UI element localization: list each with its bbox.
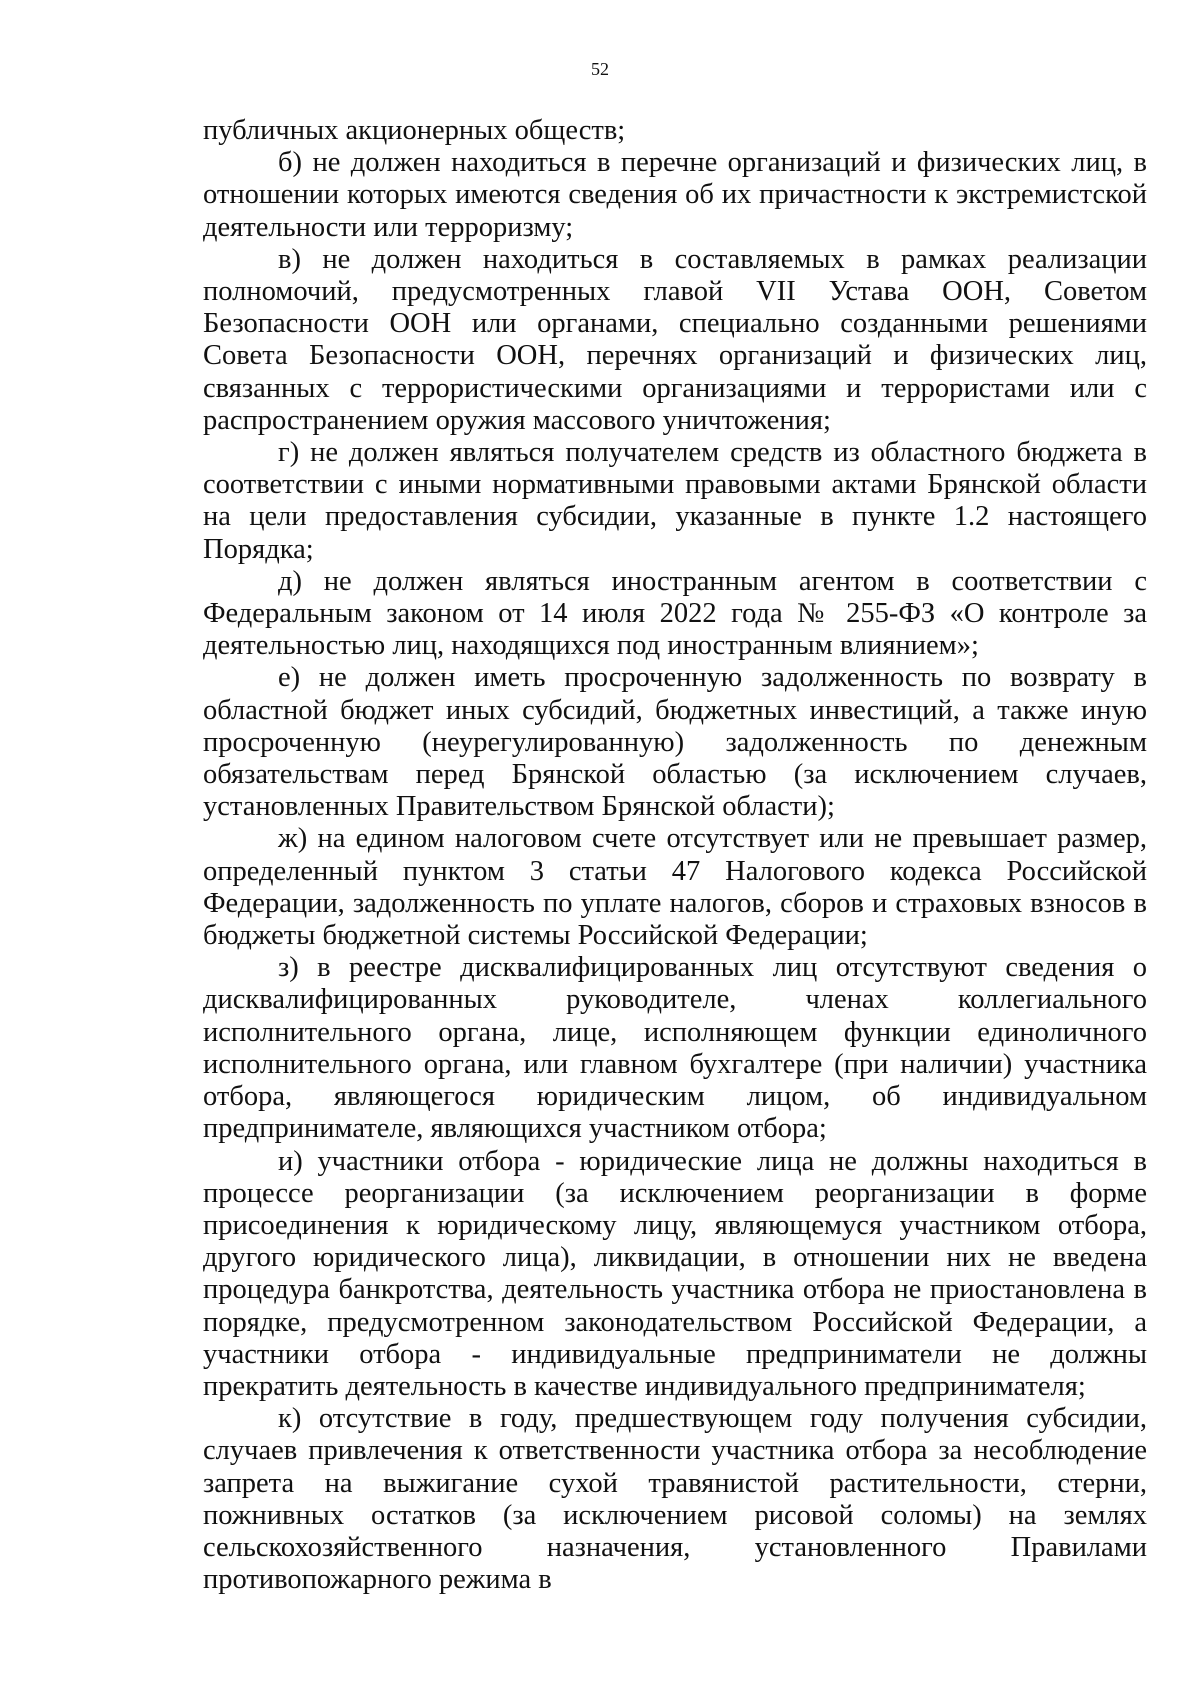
document-body	[203, 115, 1147, 1596]
page-number: 52	[591, 59, 609, 79]
paragraph: в) не должен находиться в составляемых в рамках реализации полномочий, предусмотренных главой VII Устава ООН, Советом Безопасности ООН или органами, специально созданными решениями Совета Безопасности ООН, перечнях организаций и физических лиц, связанных с террористическими организациями и террористами или с распространением оружия массового уничтожения;	[203, 243, 1147, 436]
paragraph: д) не должен являться иностранным агентом в соответствии с Федеральным законом от 14 июля 2022 года № 255-ФЗ «О контроле за деятельностью лиц, находящихся под иностранным влиянием»;	[203, 565, 1147, 662]
paragraph: б) не должен находиться в перечне организаций и физических лиц, в отношении которых имеются сведения об их причастности к экстремистской деятельности или терроризму;	[203, 147, 1147, 243]
paragraph: з) в реестре дисквалифицированных лиц отсутствуют сведения о дисквалифицированных руководителе, членах коллегиального исполнительного органа, лице, исполняющем функции единоличного исполнительного органа, или главном бухгалтере (при наличии) участника отбора, являющегося юридическим лицом, об индивидуальном предпринимателе, являющихся участником отбора;	[203, 952, 1147, 1145]
paragraph: е) не должен иметь просроченную задолженность по возврату в областной бюджет иных субсидий, бюджетных инвестиций, а также иную просроченную (неурегулированную) задолженность по денежным обязательствам перед Брянской областью (за исключением случаев, установленных Правительством Брянской области);	[203, 662, 1147, 823]
paragraph: и) участники отбора - юридические лица не должны находиться в процессе реорганизации (за исключением реорганизации в форме присоединения к юридическому лицу, являющемуся участником отбора, другого юридического лица), ликвидации, в отношении них не введена процедура банкротства, деятельность участника отбора не приостановлена в порядке, предусмотренном законодательством Российской Федерации, а участники отбора - индивидуальные предприниматели не должны прекратить деятельность в качестве индивидуального предпринимателя;	[203, 1145, 1147, 1402]
paragraph: публичных акционерных обществ;	[203, 115, 626, 146]
paragraph: г) не должен являться получателем средств из областного бюджета в соответствии с иными нормативными правовыми актами Брянской области на цели предоставления субсидии, указанные в пункте 1.2 настоящего Порядка;	[203, 437, 1147, 565]
paragraph: к) отсутствие в году, предшествующем году получения субсидии, случаев привлечения к ответственности участника отбора за несоблюдение запрета на выжигание сухой травянистой растительности, стерни, пожнивных остатков (за исключением рисовой соломы) на землях сельскохозяйственного назначения, установленного Правилами противопожарного режима в	[203, 1403, 1147, 1596]
paragraph: ж) на едином налоговом счете отсутствует или не превышает размер, определенный пунктом 3 статьи 47 Налогового кодекса Российской Федерации, задолженность по уплате налогов, сборов и страховых взносов в бюджеты бюджетной системы Российской Федерации;	[203, 823, 1147, 952]
